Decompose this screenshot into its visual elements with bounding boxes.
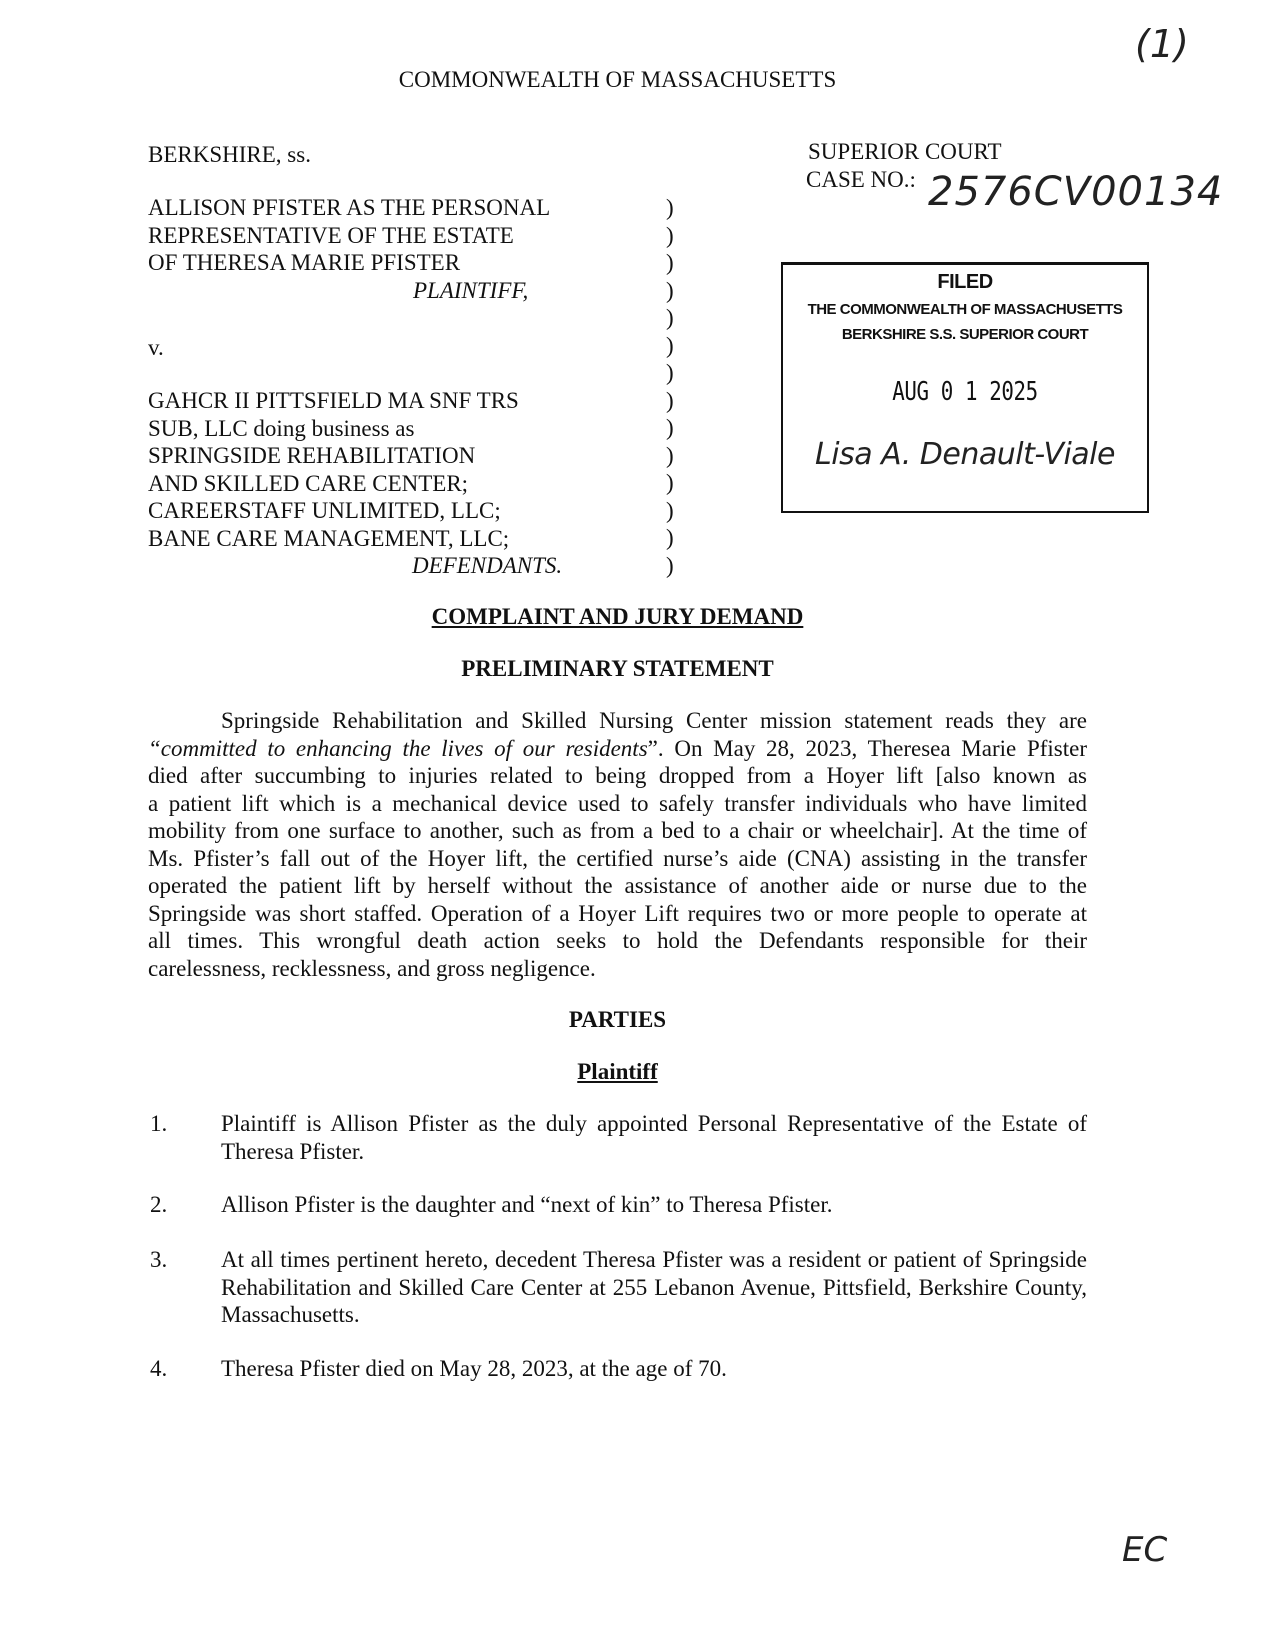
caption-line: AND SKILLED CARE CENTER; xyxy=(148,470,469,496)
caption-paren: ) xyxy=(666,222,674,248)
preliminary-heading: PRELIMINARY STATEMENT xyxy=(461,656,774,681)
paragraph-text: ”. On May 28, 2023, Theresea Marie Pfister xyxy=(647,735,1087,761)
caption-paren: ) xyxy=(666,415,674,440)
defendant-role: DEFENDANTS. xyxy=(412,553,563,578)
stamp-line: THE COMMONWEALTH OF MASSACHUSETTS xyxy=(807,301,1123,318)
list-item: Theresa Pfister died on May 28, 2023, at the age of 70. xyxy=(221,1356,727,1381)
paragraph-line: all times. This wrongful death action seeks to hold the Defendants responsible for their xyxy=(148,928,1087,953)
caption-paren: ) xyxy=(666,250,674,275)
list-item: Allison Pfister is the daughter and “next of kin” to Theresa Pfister. xyxy=(221,1192,833,1217)
caption-paren: ) xyxy=(666,442,674,468)
defendant-caption xyxy=(148,387,562,580)
paragraph-line: Springside was short staffed. Operation of a Hoyer Lift requires two or more people to operate at xyxy=(148,900,1087,926)
plaintiff-caption xyxy=(148,194,550,304)
versus: v. xyxy=(148,335,164,360)
list-item: At all times pertinent hereto, decedent Theresa Pfister was a resident or patient of Springside Rehabilitation and Skilled Care Center at 255 Lebanon Avenue, Pittsfield, Berkshire County, Massachusetts. xyxy=(221,1247,1087,1327)
item-number: 1. xyxy=(150,1111,168,1136)
mission-quote: “committed to enhancing the lives of our residents xyxy=(148,735,648,761)
court-header: COMMONWEALTH OF MASSACHUSETTS xyxy=(398,67,837,92)
caption-paren: ) xyxy=(666,387,674,413)
paragraph-line: died after succumbing to injuries related to being dropped from a Hoyer lift [also known as xyxy=(148,763,1087,788)
paragraph-line: a patient lift which is a mechanical device used to safely transfer individuals who have limited xyxy=(148,790,1087,816)
caption-paren: ) xyxy=(666,360,674,385)
page-number-handwritten: (1) xyxy=(1135,22,1189,66)
caption-line: SUB, LLC doing business as xyxy=(148,415,415,441)
caption-line: SPRINGSIDE REHABILITATION xyxy=(148,443,476,468)
filed-stamp xyxy=(781,262,1149,513)
caption-line: CAREERSTAFF UNLIMITED, LLC; xyxy=(148,498,501,523)
paragraph-line: Ms. Pfister’s fall out of the Hoyer lift, the certified nurse’s aide (CNA) assisting in the transfer xyxy=(148,845,1087,871)
stamp-date: AUG 0 1 2025 xyxy=(892,377,1038,407)
caption-paren: ) xyxy=(666,195,674,220)
caption-line: REPRESENTATIVE OF THE ESTATE xyxy=(148,222,514,248)
case-number-handwritten: 2576CV00134 xyxy=(928,169,1224,215)
court-name: SUPERIOR COURT xyxy=(808,139,1002,164)
county: BERKSHIRE, ss. xyxy=(148,142,311,167)
caption-paren: ) xyxy=(666,470,674,495)
plaintiff-subheading: Plaintiff xyxy=(577,1059,658,1084)
paragraph-line: operated the patient lift by herself without the assistance of another aide or nurse due to the xyxy=(148,873,1087,898)
caption-paren: ) xyxy=(666,332,674,358)
caption-line: BANE CARE MANAGEMENT, LLC; xyxy=(148,525,510,551)
item-number: 4. xyxy=(150,1356,168,1381)
parties-heading: PARTIES xyxy=(568,1007,667,1032)
preliminary-paragraph xyxy=(148,707,1087,982)
paragraph-line: carelessness, recklessness, and gross negligence. xyxy=(148,955,596,981)
caption-paren: ) xyxy=(666,525,674,550)
plaintiff-role: PLAINTIFF, xyxy=(413,277,529,303)
list-item: Plaintiff is Allison Pfister as the duly appointed Personal Representative of the Estate of Theresa Pfister. xyxy=(221,1111,1087,1164)
case-number-label: CASE NO.: xyxy=(806,167,916,192)
item-number: 3. xyxy=(150,1247,168,1272)
paragraph-line: mobility from one surface to another, such as from a bed to a chair or wheelchair]. At the time of xyxy=(148,818,1087,843)
caption-paren: ) xyxy=(666,305,674,330)
caption-paren: ) xyxy=(666,277,674,303)
clerk-signature: Lisa A. Denault-Viale xyxy=(815,437,1115,472)
caption-line: ALLISON PFISTER AS THE PERSONAL xyxy=(148,195,551,220)
stamp-filed: FILED xyxy=(937,271,993,293)
item-number: 2. xyxy=(150,1192,168,1217)
document-title: COMPLAINT AND JURY DEMAND xyxy=(431,604,804,629)
caption-line: OF THERESA MARIE PFISTER xyxy=(148,250,461,275)
paragraph-line xyxy=(148,735,1087,763)
paragraph-line: Springside Rehabilitation and Skilled Nursing Center mission statement reads they are xyxy=(221,708,1087,733)
caption-paren: ) xyxy=(666,552,674,578)
stamp-line: BERKSHIRE S.S. SUPERIOR COURT xyxy=(841,326,1089,343)
handwritten-initials: EC xyxy=(1122,1530,1168,1570)
caption-line: GAHCR II PITTSFIELD MA SNF TRS xyxy=(148,388,519,413)
caption-paren: ) xyxy=(666,497,674,523)
